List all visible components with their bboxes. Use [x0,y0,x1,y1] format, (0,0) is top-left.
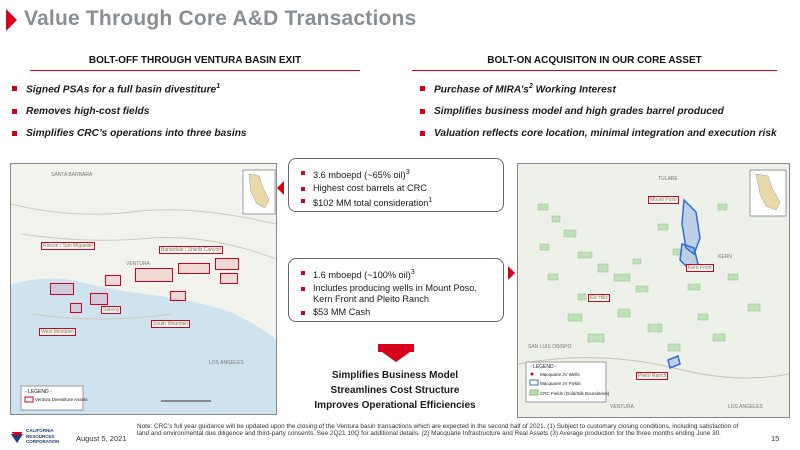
callout-ventura-list [289,159,503,210]
left-map-field-label: Rincon / San Miguelito [43,243,94,249]
left-map [10,163,277,415]
right-heading-rule [412,70,777,71]
right-map-field-label: Pleito Ranch [638,373,667,379]
right-map-region-label: TULARE [658,176,678,182]
left-map-field-label: Bardsdale / Shiells Canyon [161,247,222,253]
callout-ventura-item: $102 MM total consideration$^1$ [299,195,497,210]
left-bullet-list [12,83,247,150]
left-map-region-label: VENTURA [126,261,150,267]
callout-right-chevron-icon [508,266,515,280]
crc-logo-text: CALIFORNIA RESOURCES CORPORATION [26,428,60,444]
left-bullet-3: Simplifies CRC’s operations into three basins [12,128,247,139]
right-map [517,163,790,418]
right-bullet-3: Valuation reflects core location, minimal integration and execution risk [420,128,777,139]
callout-ventura-item: Highest cost barrels at CRC [299,183,497,195]
left-bullet-2: Removes high-cost fields [12,106,247,117]
callout-mira-list [289,259,503,318]
summary-arrow-bar [378,344,414,352]
crc-logo-mark-icon [10,430,24,444]
right-bullet-1: Purchase of $MIRA’s^2$ Working Interest [420,83,777,95]
right-map-region-label: KERN [718,254,732,260]
left-map-legend-item: Ventura Divestiture Assets [35,397,88,402]
title-chevron-icon [6,9,17,31]
callout-mira [288,258,504,322]
right-map-field-label: Mount Poso [650,197,677,203]
callout-mira-item: 1.6 mboepd (~100% oil)$^3$ [299,267,497,282]
summary-block [290,368,500,413]
callout-mira-item: $53 MM Cash [299,307,497,319]
summary-down-arrow-icon [382,352,410,362]
right-map-legend-item: Macquarie JV Fields [540,381,581,386]
footer-note: Note: CRC’s full year guidance will be updated upon the closing of the Ventura basin transactions which are expected in the second half of 2021. (1) Subject to customary closing conditions, including satisfaction of land and environmental due diligence and third-party consents. See 2Q21 10Q for additional details. (2) Macquarie Infrastructure and Real Assets (3) Average production for the three months ending June 30. [137,423,739,438]
right-bullet-2: Simplifies business model and high grades barrel produced [420,106,777,117]
summary-line-3: Improves Operational Efficiencies [314,400,476,411]
summary-line-1: Simplifies Business Model [331,370,459,381]
left-section-heading: BOLT-OFF THROUGH VENTURA BASIN EXIT [88,55,302,66]
right-map-legend-title: - LEGEND - [530,364,557,370]
callout-left-chevron-icon [277,181,284,195]
callout-ventura [288,158,504,212]
left-map-region-label: LOS ANGELES [209,360,244,366]
page-number: 15 [771,434,780,443]
right-map-legend-item: Macquarie JV Wells [540,372,580,377]
right-map-region-label: LOS ANGELES [728,404,763,410]
footer-date: August 5, 2021 [76,434,127,443]
right-section-heading: BOLT-ON ACQUISITON IN OUR CORE ASSET [487,55,702,66]
crc-logo [10,426,58,448]
left-map-field-label: West Montalvo [41,329,74,335]
page-title: Value Through Core A&D Transactions [24,7,417,30]
callout-mira-item: Includes producing wells in Mount Poso, Kern Front and Pleito Ranch [299,283,498,306]
left-map-region-label: SANTA BARBARA [51,172,93,178]
right-map-region-label: SAN LUIS OBISPO [528,344,572,350]
left-bullet-1: Signed PSAs for a full basin divestiture$^1$ [12,83,247,95]
right-map-field-label: Elk Hills [590,295,608,301]
callout-ventura-item: 3.6 mboepd (~65% oil)$^3$ [299,167,497,182]
summary-line-2: Streamlines Cost Structure [330,385,460,396]
right-map-region-label: VENTURA [610,404,634,410]
left-map-field-label: Saticoy [103,307,120,313]
title-bar [0,0,800,40]
left-map-legend-title: - LEGEND - [25,389,52,395]
left-map-field-label: South Mountain [153,321,189,327]
right-bullet-list [420,83,777,150]
right-map-legend-item: CRC Fields (Gold/Silk Boundaries) [540,391,610,396]
left-map-graphic [11,164,276,414]
left-heading-rule [30,70,360,71]
right-map-field-label: Kern Front [688,265,712,271]
